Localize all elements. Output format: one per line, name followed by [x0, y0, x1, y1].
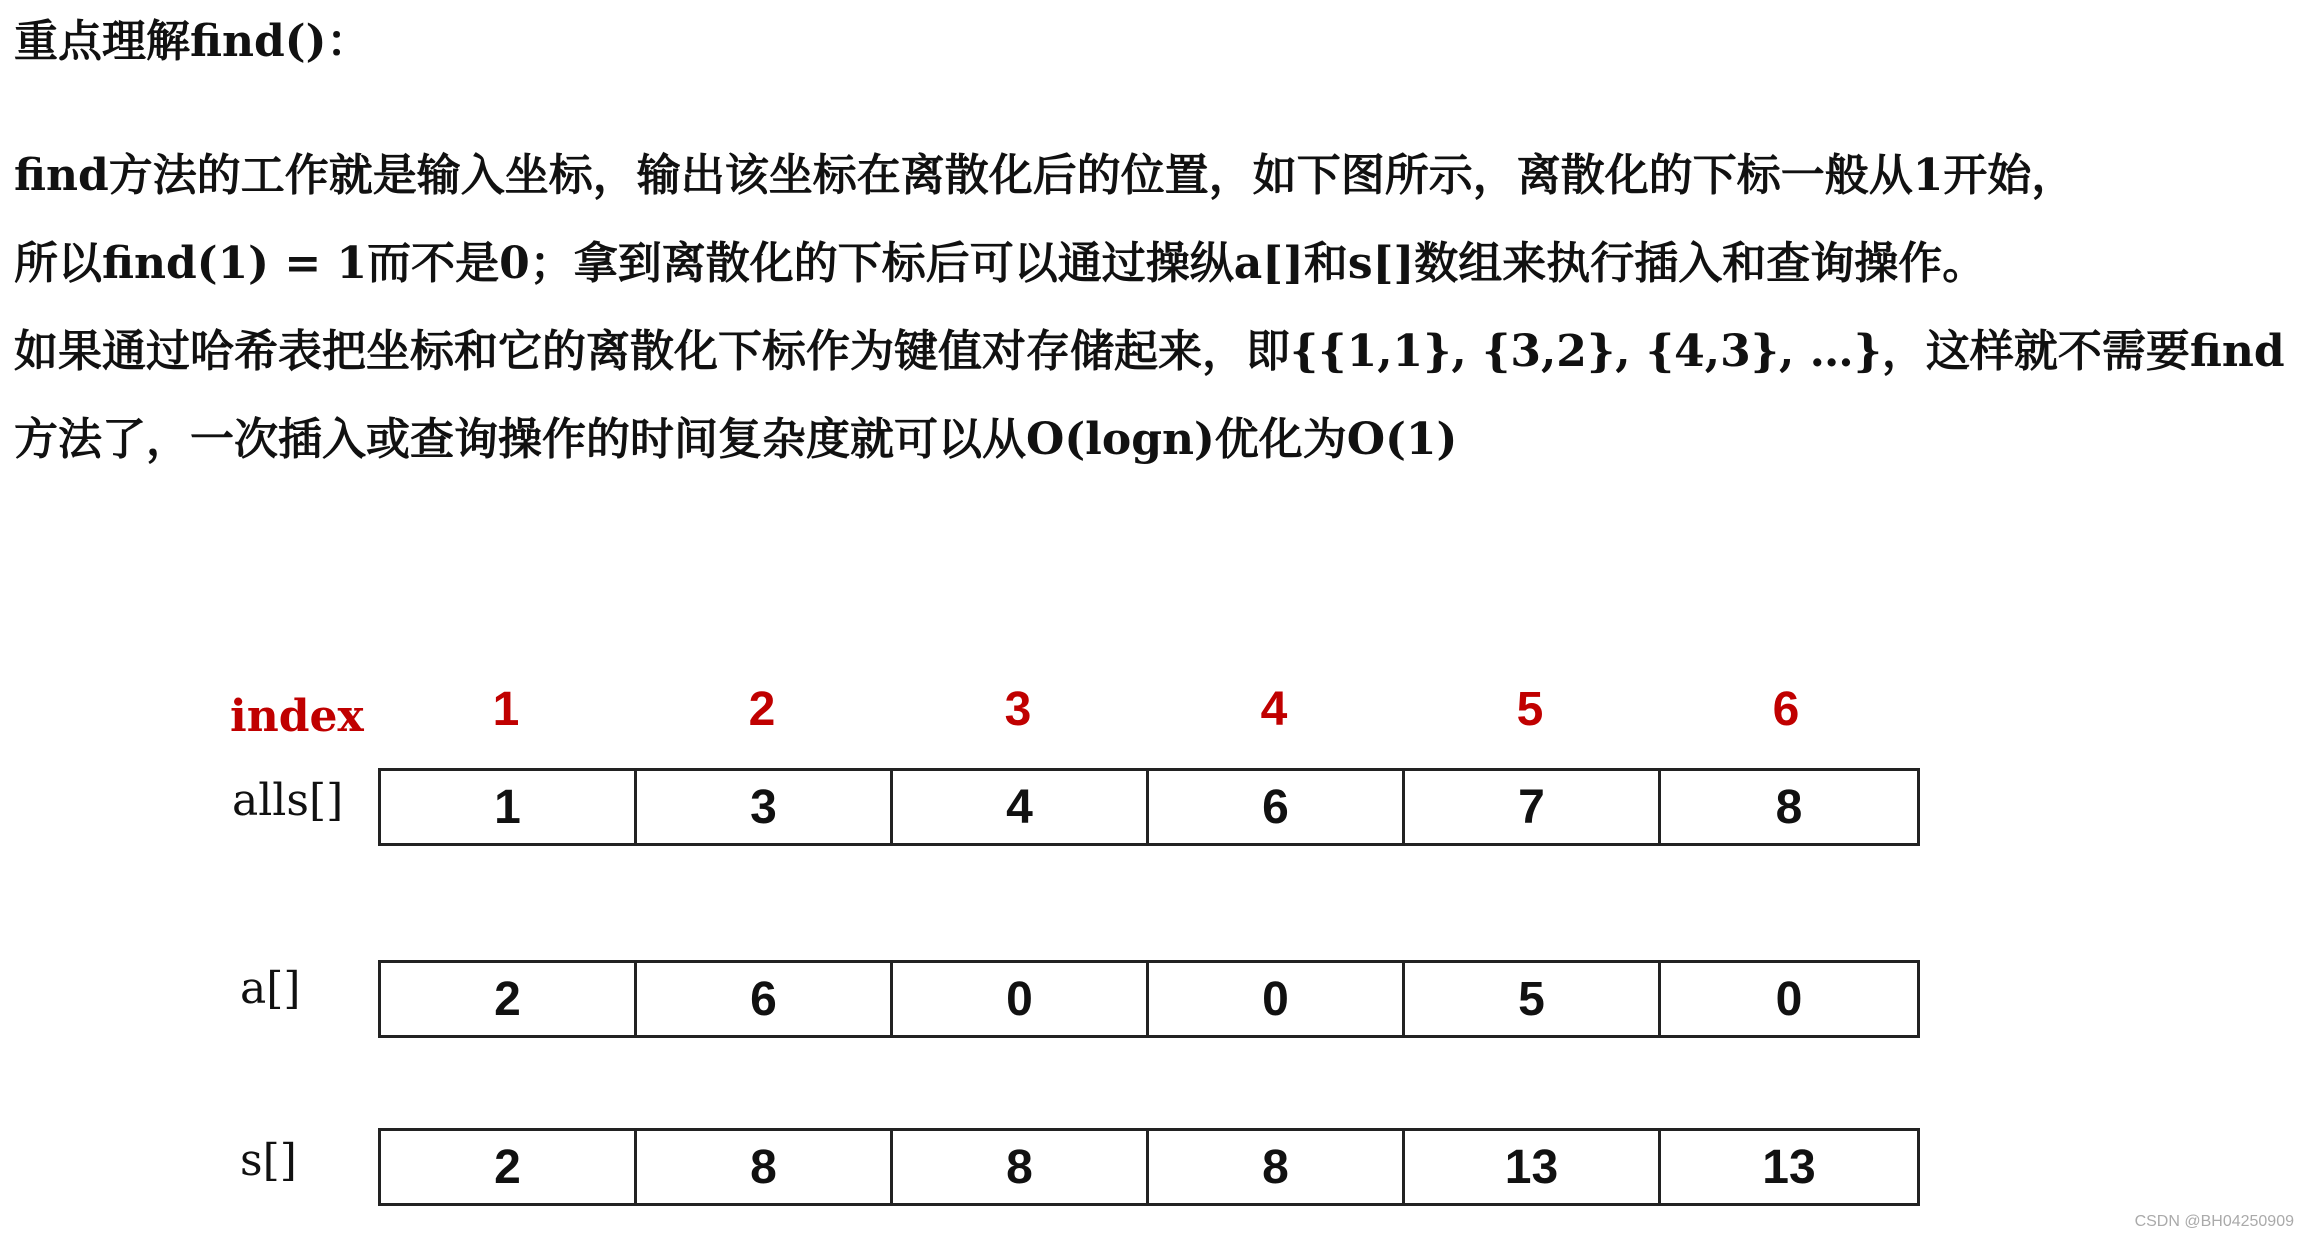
index-number: 6 [1772, 683, 1800, 736]
array-cell: 8 [1149, 1131, 1405, 1203]
index-number: 3 [1004, 683, 1032, 736]
array-cell: 2 [381, 1131, 637, 1203]
alls-array-label: alls[] [232, 775, 344, 826]
array-cell: 0 [893, 963, 1149, 1035]
paragraph-line-1: find方法的工作就是输入坐标，输出该坐标在离散化后的位置，如下图所示，离散化的下标一般从1开始， [14, 150, 2076, 201]
watermark: CSDN @BH04250909 [2134, 1213, 2294, 1230]
a-array [378, 960, 1920, 1038]
array-cell: 1 [381, 771, 637, 843]
index-label: index [230, 691, 364, 742]
index-number: 2 [748, 683, 776, 736]
page-heading: 重点理解find()： [14, 16, 371, 67]
array-cell: 7 [1405, 771, 1661, 843]
paragraph-line-4: 方法了，一次插入或查询操作的时间复杂度就可以从O(logn)优化为O(1) [14, 414, 1458, 465]
array-cell: 6 [637, 963, 893, 1035]
index-number: 1 [492, 683, 520, 736]
alls-array [378, 768, 1920, 846]
index-number: 4 [1260, 683, 1288, 736]
array-cell: 4 [893, 771, 1149, 843]
discretization-diagram [0, 640, 2304, 1240]
array-cell: 2 [381, 963, 637, 1035]
array-cell: 5 [1405, 963, 1661, 1035]
s-array [378, 1128, 1920, 1206]
array-cell: 0 [1149, 963, 1405, 1035]
paragraph-line-3: 如果通过哈希表把坐标和它的离散化下标作为键值对存储起来，即{{1,1}, {3,2}, {4,3}, …}，这样就不需要find [14, 326, 2285, 377]
a-array-label: a[] [240, 963, 301, 1014]
array-cell: 13 [1762, 1140, 1816, 1194]
array-cell: 0 [1775, 972, 1803, 1026]
index-number: 5 [1516, 683, 1544, 736]
array-cell: 6 [1149, 771, 1405, 843]
paragraph-line-2: 所以find(1) = 1而不是0；拿到离散化的下标后可以通过操纵a[]和s[]数组来执行插入和查询操作。 [14, 238, 1987, 289]
array-cell: 8 [637, 1131, 893, 1203]
array-cell: 13 [1405, 1131, 1661, 1203]
array-cell: 8 [893, 1131, 1149, 1203]
s-array-label: s[] [240, 1135, 297, 1186]
array-cell: 8 [1775, 780, 1803, 834]
array-cell: 3 [637, 771, 893, 843]
